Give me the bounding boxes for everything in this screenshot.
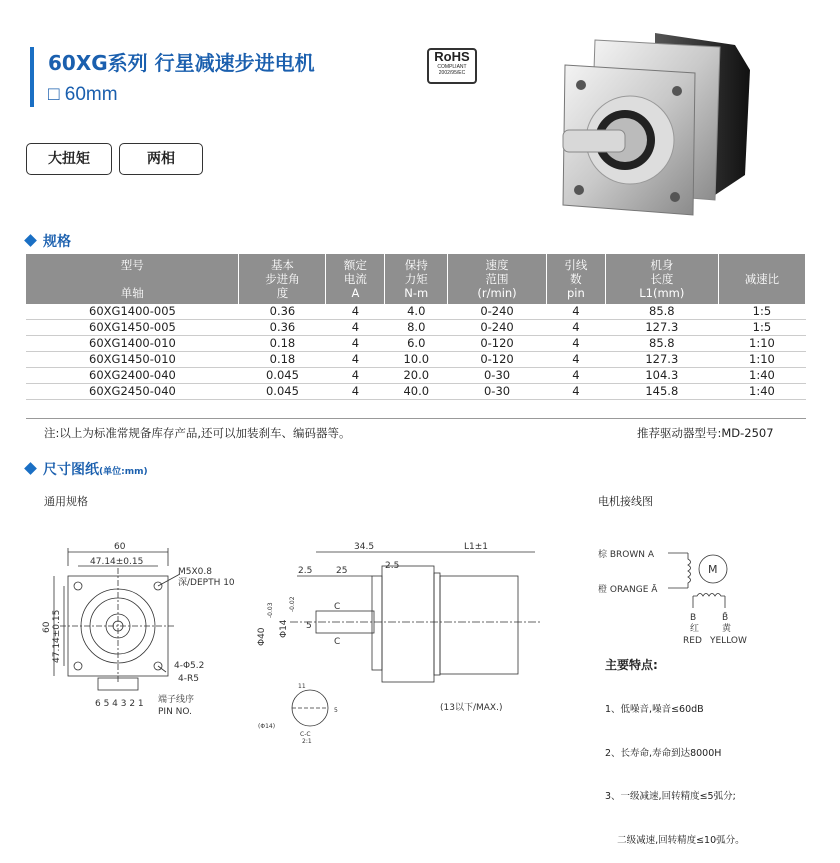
spec-section-title bbox=[26, 231, 71, 251]
table-body bbox=[26, 304, 806, 400]
side-phi40: Φ40 bbox=[257, 627, 267, 646]
table-cell: 0.18 bbox=[239, 336, 326, 352]
front-pin-label: 端子线序 bbox=[158, 695, 195, 705]
front-m5: M5X0.8 bbox=[178, 567, 212, 577]
front-pins: 6 5 4 3 2 1 bbox=[95, 699, 144, 709]
table-header-cell: 型号 单轴 bbox=[26, 254, 239, 304]
motor-photo bbox=[545, 25, 770, 225]
table-cell: 1:10 bbox=[718, 352, 805, 368]
table-cell: 1:5 bbox=[718, 320, 805, 336]
table-cell: 0-30 bbox=[448, 384, 547, 400]
front-depth: 深/DEPTH 10 bbox=[178, 578, 235, 588]
divider bbox=[26, 418, 806, 419]
table-row bbox=[26, 384, 806, 400]
side-scale: 2:1 bbox=[302, 738, 312, 743]
table-cell: 60XG2450-040 bbox=[26, 384, 239, 400]
front-view-drawing bbox=[40, 538, 250, 723]
wiring-label: 电机接线图 bbox=[598, 495, 653, 508]
drawing-title-text: 尺寸图纸 bbox=[43, 462, 99, 478]
general-spec-label: 通用规格 bbox=[44, 495, 88, 508]
side-d25b: 2.5 bbox=[298, 566, 313, 576]
wire-yellow-cn: 黄 bbox=[722, 624, 732, 634]
table-cell: 0-30 bbox=[448, 368, 547, 384]
table-cell: 4 bbox=[546, 304, 605, 320]
wire-b: B bbox=[690, 613, 697, 623]
table-cell: 0-240 bbox=[448, 320, 547, 336]
table-cell: 85.8 bbox=[605, 304, 718, 320]
wire-brown: 棕 BROWN A bbox=[598, 550, 655, 560]
table-cell: 6.0 bbox=[385, 336, 448, 352]
front-dim-60: 60 bbox=[114, 542, 126, 552]
wire-orange: 橙 ORANGE Ā bbox=[598, 585, 658, 595]
spec-table bbox=[26, 254, 806, 400]
table-cell: 0.18 bbox=[239, 352, 326, 368]
table-cell: 60XG1450-005 bbox=[26, 320, 239, 336]
table-cell: 4 bbox=[326, 352, 385, 368]
feature-item: 1、低噪音,噪音≤60dB bbox=[605, 704, 704, 715]
table-cell: 4 bbox=[546, 320, 605, 336]
side-max: (13以下/MAX.) bbox=[440, 703, 503, 713]
tag-high-torque: 大扭矩 bbox=[26, 143, 112, 175]
wire-red-cn: 红 bbox=[690, 624, 700, 634]
table-cell: 0.36 bbox=[239, 304, 326, 320]
table-cell: 4.0 bbox=[385, 304, 448, 320]
side-phi14: Φ14 bbox=[279, 619, 289, 638]
wire-bbar: B̄ bbox=[722, 613, 729, 623]
table-cell: 0.045 bbox=[239, 384, 326, 400]
table-header-row bbox=[26, 254, 806, 304]
side-d5s: 5 bbox=[334, 707, 338, 714]
table-cell: 8.0 bbox=[385, 320, 448, 336]
table-cell: 1:40 bbox=[718, 384, 805, 400]
side-phi14s: (Φ14) bbox=[258, 723, 276, 730]
diamond-icon bbox=[24, 462, 37, 475]
feature-item: 2、长寿命,寿命到达8000H bbox=[605, 747, 722, 759]
side-tol40: -0.03 bbox=[267, 602, 274, 618]
side-c1: C bbox=[334, 602, 341, 612]
side-l1: L1±1 bbox=[464, 542, 489, 552]
features-list bbox=[605, 674, 745, 863]
note-right: 推荐驱动器型号:MD-2507 bbox=[637, 426, 774, 440]
table-cell: 127.3 bbox=[605, 352, 718, 368]
table-cell: 4 bbox=[546, 336, 605, 352]
side-d25a: 2.5 bbox=[385, 561, 400, 571]
table-cell: 4 bbox=[546, 352, 605, 368]
feature-item: 二级减速,回转精度≤10弧分。 bbox=[605, 834, 745, 846]
table-cell: 4 bbox=[546, 368, 605, 384]
table-header-cell: 保持 力矩 N-m bbox=[385, 254, 448, 304]
table-cell: 60XG1400-010 bbox=[26, 336, 239, 352]
table-cell: 4 bbox=[326, 336, 385, 352]
side-cc: C-C bbox=[300, 731, 311, 738]
spec-title-text: 规格 bbox=[43, 234, 71, 250]
table-cell: 0-120 bbox=[448, 352, 547, 368]
table-cell: 4 bbox=[326, 368, 385, 384]
table-row bbox=[26, 336, 806, 352]
table-header-cell: 额定 电流 A bbox=[326, 254, 385, 304]
note-left: 注:以上为标准常规备库存产品,还可以加装刹车、编码器等。 bbox=[44, 426, 351, 440]
table-cell: 127.3 bbox=[605, 320, 718, 336]
front-pin-label-en: PIN NO. bbox=[158, 707, 192, 717]
front-dim-47v: 47.14±0.15 bbox=[52, 609, 62, 663]
side-d5: 5 bbox=[306, 621, 312, 631]
table-cell: 145.8 bbox=[605, 384, 718, 400]
table-cell: 0.36 bbox=[239, 320, 326, 336]
table-cell: 60XG1450-010 bbox=[26, 352, 239, 368]
table-header-cell: 速度 范围 (r/min) bbox=[448, 254, 547, 304]
page-title: 60XG系列 行星减速步进电机 bbox=[48, 51, 315, 75]
table-cell: 0.045 bbox=[239, 368, 326, 384]
rohs-line1: COMPLIANT bbox=[437, 64, 467, 70]
front-phi: 4-Φ5.2 bbox=[174, 661, 205, 671]
table-cell: 1:10 bbox=[718, 336, 805, 352]
table-cell: 0-240 bbox=[448, 304, 547, 320]
table-cell: 10.0 bbox=[385, 352, 448, 368]
front-dim-60v: 60 bbox=[42, 621, 52, 633]
table-header-cell: 减速比 bbox=[718, 254, 805, 304]
table-cell: 60XG2400-040 bbox=[26, 368, 239, 384]
table-row bbox=[26, 304, 806, 320]
table-row bbox=[26, 368, 806, 384]
table-header-cell: 引线 数 pin bbox=[546, 254, 605, 304]
table-cell: 0-120 bbox=[448, 336, 547, 352]
table-cell: 4 bbox=[326, 384, 385, 400]
side-view-drawing bbox=[250, 538, 550, 743]
side-d11: 11 bbox=[298, 683, 306, 690]
rohs-line2: 2002/95/EC bbox=[438, 70, 466, 76]
unit-label: (单位:mm) bbox=[99, 467, 148, 477]
wire-yellow: YELLOW bbox=[710, 636, 747, 646]
table-header-cell: 基本 步进角 度 bbox=[239, 254, 326, 304]
table-cell: 104.3 bbox=[605, 368, 718, 384]
table-cell: 60XG1400-005 bbox=[26, 304, 239, 320]
side-d345: 34.5 bbox=[354, 542, 375, 552]
side-tol14: -0.02 bbox=[289, 596, 296, 612]
table-cell: 1:5 bbox=[718, 304, 805, 320]
diamond-icon bbox=[24, 234, 37, 247]
rohs-main: RoHS bbox=[434, 49, 470, 64]
feature-item: 3、一级减速,回转精度≤5弧分; bbox=[605, 791, 736, 802]
wire-m: M bbox=[708, 563, 718, 576]
side-d25: 25 bbox=[336, 566, 348, 576]
rohs-logo bbox=[427, 48, 477, 84]
page-subtitle: □ 60mm bbox=[48, 84, 118, 105]
front-dim-47: 47.14±0.15 bbox=[90, 557, 144, 567]
title-accent-bar bbox=[30, 47, 34, 107]
table-row bbox=[26, 352, 806, 368]
table-cell: 40.0 bbox=[385, 384, 448, 400]
table-header-cell: 机身 长度 L1(mm) bbox=[605, 254, 718, 304]
table-cell: 20.0 bbox=[385, 368, 448, 384]
side-c2: C bbox=[334, 637, 341, 647]
drawing-section-title bbox=[26, 459, 148, 479]
table-cell: 4 bbox=[326, 320, 385, 336]
table-cell: 4 bbox=[326, 304, 385, 320]
table-cell: 1:40 bbox=[718, 368, 805, 384]
wiring-diagram bbox=[598, 540, 788, 650]
table-cell: 4 bbox=[546, 384, 605, 400]
tag-two-phase: 两相 bbox=[119, 143, 203, 175]
front-r5: 4-R5 bbox=[178, 674, 199, 684]
table-cell: 85.8 bbox=[605, 336, 718, 352]
table-row bbox=[26, 320, 806, 336]
features-title: 主要特点: bbox=[605, 658, 658, 672]
wire-red: RED bbox=[683, 636, 702, 646]
